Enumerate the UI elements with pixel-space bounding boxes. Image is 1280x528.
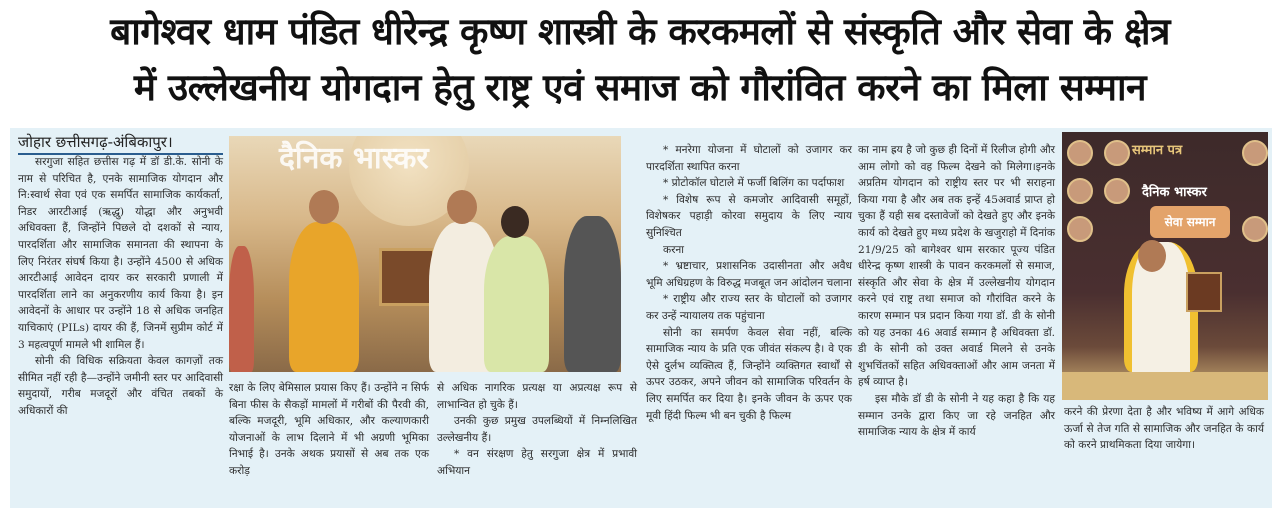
portrait-thumbnail — [1067, 178, 1093, 204]
portrait-thumbnail — [1067, 140, 1093, 166]
person-head — [309, 190, 339, 224]
photo-banner-text: दैनिक भास्कर — [279, 141, 429, 176]
portrait-thumbnail — [1067, 216, 1093, 242]
floor — [1062, 372, 1268, 400]
paragraph: रक्षा के लिए बेमिसाल प्रयास किए हैं। उन्होंने न सिर्फ बिना फीस के सैकड़ों मामलों में गरीबों की पैरवी की, बल्कि मजदूरी, भूमि अधिकार, और कल्याणकारी योजनाओं के लाभ दिलाने में भी अग्रणी भूमिका निभाई है। उनके अथक प्रयासों से अब तक एक करोड़ — [229, 382, 429, 477]
paragraph: इस मौके डॉ डी के सोनी ने यह कहा है कि यह सम्मान उनके द्वारा किए जा रहे जनहित और सामाजिक न्याय के क्षेत्र में कार्य — [858, 392, 1055, 439]
person-figure — [229, 246, 254, 372]
person-figure — [289, 222, 359, 372]
award-recipient-photo — [1062, 132, 1268, 400]
paragraph: सोनी का समर्पण केवल सेवा नहीं, बल्कि सामाजिक न्याय के प्रति एक जीवंत संकल्प है। वे एक ऐसे दुर्लभ व्यक्तित्व हैं, जिन्होंने व्यक्तिगत स्वार्थों से ऊपर उठकर, अपने जीवन को सामाजिक परिवर्तन के लिए समर्पित कर दिया है। इनके जीवन के ऊपर एक मूवी हिंदी फिल्म भी बन चुकी है फिल्म — [646, 326, 852, 422]
paragraph: करने की प्रेरणा देता है और भविष्य में आगे अधिक ऊर्जा से तेज गति से सामाजिक और जनहित के कार्य को करने प्राथमिकता दिया जायेगा। — [1064, 406, 1264, 452]
person-figure — [564, 216, 621, 372]
paragraph: का नाम ह्रय है जो कुछ ही दिनों में रिलीज होगी और आम लोगो को वह फिल्म देखने को मिलेगा।इनके अप्रतिम योगदान को राष्ट्रीय स्तर पर भी सराहना किया गया है और अब तक इन्हें 45अवार्ड प्राप्त हो चुका हैं यही सब दस्तावेजों को देखते हुए और इनके कार्य को देखते हुए मध्य प्रदेश के खजुराहो में दिनांक 21/9/25 को बागेश्वर धाम सरकार पूज्य पंडित धीरेन्द्र कृष्ण शास्त्री के पावन करकमलों से समाज, संस्कृति और सेवा के क्षेत्र में उल्लेखनीय योगदान करने एवं राष्ट्र तथा समाज को गौरांवित करने के कारण सम्मान पत्र प्रदान किया गया डॉ. डी के सोनी को यह उनका 46 अवार्ड सम्मान है अधिवक्ता डॉ. डी के सोनी को उक्त अवार्ड मिलने से उनके शुभचिंतकों सहित अधिवक्ताओं और आम जनता में हर्ष व्याप्त है। — [858, 144, 1055, 389]
column-1 — [18, 154, 223, 420]
column-4 — [858, 142, 1055, 441]
column-2b — [437, 380, 637, 480]
photo-title-text: सम्मान पत्र — [1132, 143, 1183, 158]
photo-banner-text: दैनिक भास्कर — [1142, 185, 1207, 200]
dateline: जोहार छत्तीसगढ़-अंबिकापुर। — [18, 132, 223, 155]
portrait-thumbnail — [1104, 140, 1130, 166]
award-ceremony-photo — [229, 136, 621, 372]
headline-line-2: में उल्लेखनीय योगदान हेतु राष्ट्र एवं समाज को गौरांवित करने का मिला सम्मान — [133, 66, 1147, 109]
headline — [0, 4, 1280, 116]
list-item: * विशेष रूप से कमजोर आदिवासी समूहों, विशेषकर पहाड़ी कोरवा समुदाय के लिए न्याय सुनिश्चित — [646, 193, 852, 239]
paragraph: सोनी की विधिक सक्रियता केवल कागज़ों तक सीमित नहीं रही है—उन्होंने जमीनी स्तर पर आदिवासी समुदायों, गरीब मजदूरों और वंचित तबकों के अधिकारों की — [18, 355, 223, 417]
column-3 — [646, 142, 852, 424]
list-item: * प्रोटोकॉल घोटाले में फर्जी बिलिंग का पर्दाफाश — [662, 177, 845, 190]
portrait-thumbnail — [1242, 140, 1268, 166]
column-5 — [1064, 404, 1264, 454]
headline-line-1: बागेश्वर धाम पंडित धीरेन्द्र कृष्ण शास्त्री के करकमलों से संस्कृति और सेवा के क्षेत्र — [110, 10, 1170, 53]
person-head — [447, 190, 477, 224]
list-item: करना — [662, 243, 685, 256]
award-title-text: सेवा सम्मान — [1150, 206, 1230, 238]
person-figure — [484, 236, 549, 372]
list-item: * मनरेगा योजना में घोटालों को उजागर कर पारदर्शिता स्थापित करना — [646, 144, 852, 173]
person-head — [501, 206, 529, 238]
paragraph: * वन संरक्षण हेतु सरगुजा क्षेत्र में प्रभावी अभियान — [437, 448, 637, 477]
person-head — [1138, 240, 1166, 272]
column-2a — [229, 380, 429, 480]
portrait-thumbnail — [1104, 178, 1130, 204]
portrait-thumbnail — [1242, 216, 1268, 242]
paragraph: उनकी कुछ प्रमुख उपलब्धियों में निम्नलिखित उल्लेखनीय हैं। — [437, 415, 637, 444]
list-item: * राष्ट्रीय और राज्य स्तर के घोटालों को उजागर कर उन्हें न्यायालय तक पहुंचाना — [646, 293, 852, 322]
award-frame — [379, 248, 435, 306]
award-frame — [1186, 272, 1222, 312]
paragraph: से अधिक नागरिक प्रत्यक्ष या अप्रत्यक्ष रूप से लाभान्वित हो चुके हैं। — [437, 382, 637, 411]
list-item: * भ्रष्टाचार, प्रशासनिक उदासीनता और अवैध भूमि अधिग्रहण के विरुद्ध मजबूत जन आंदोलन चलाना — [646, 260, 852, 289]
paragraph: सरगुजा सहित छत्तीस गढ़ में डॉ डी.के. सोनी के नाम से परिचित है, एनके सामाजिक योगदान और नि:स्वार्थ सेवा एवं एक समर्पित सामाजिक कार्यकर्ता, निडर आरटीआई (ऋद्धु) योद्धा और अनुभवी अधिवक्ता हैं, जिन्होंने पिछले दो दशकों से न्याय, पारदर्शिता और सामाजिक समानता की स्थापना के लिए निरंतर संघर्ष किया है। उन्होंने 4500 से अधिक आरटीआई आवेदन दायर कर सरकारी प्रणाली में पारदर्शिता लाने का अनुकरणीय कार्य किया है। इन आवेदनों के आधार पर उन्होंने 18 से अधिक जनहित याचिकाएं (PILs) दायर की हैं, जिनमें सुप्रीम कोर्ट में 3 महत्वपूर्ण मामले भी शामिल हैं। — [18, 156, 223, 351]
